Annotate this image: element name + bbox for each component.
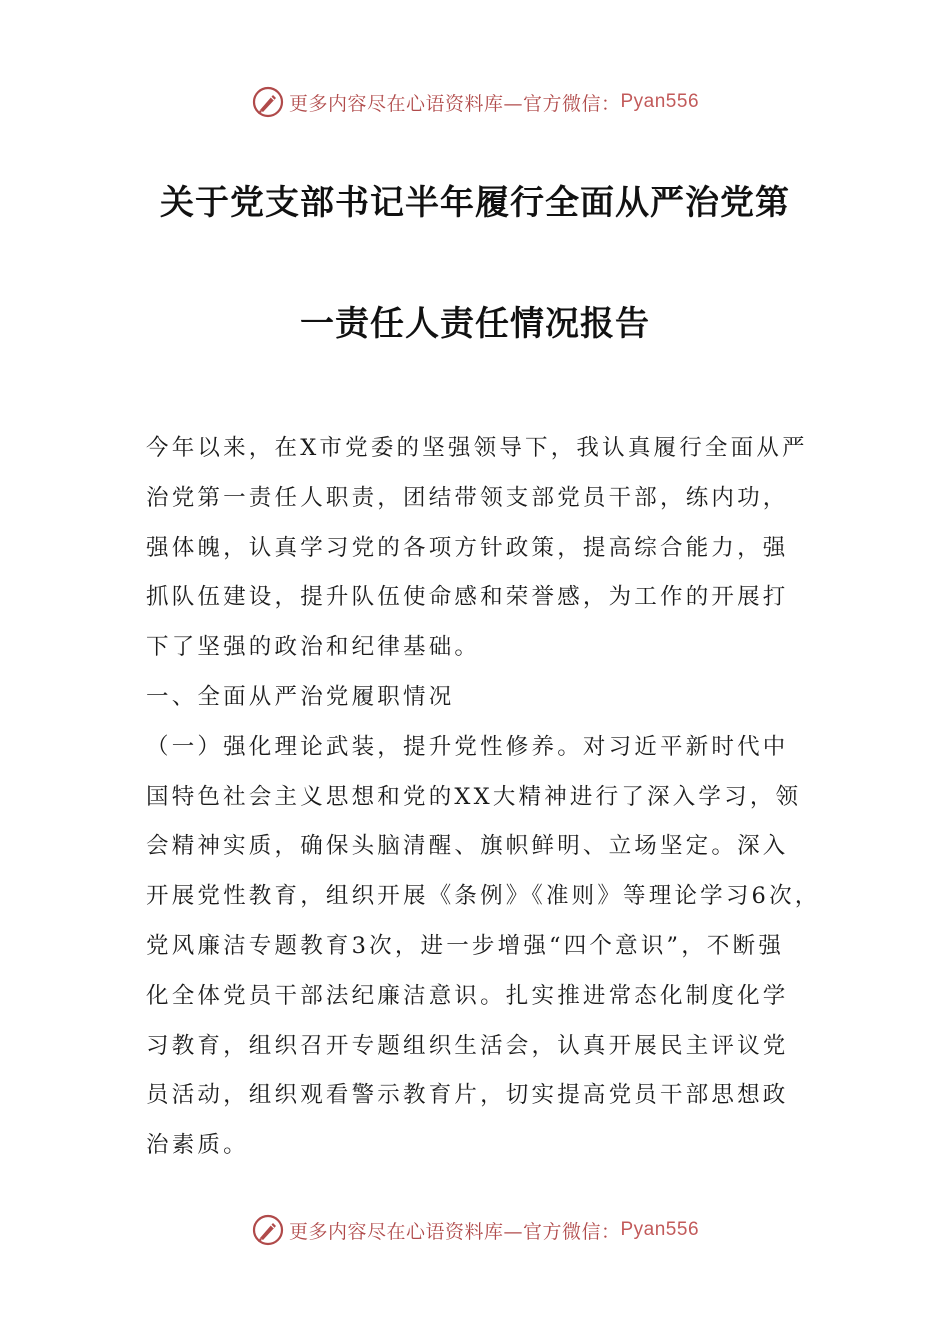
section-heading: 一、全面从严治党履职情况: [146, 683, 455, 710]
pen-logo-icon: [251, 85, 285, 119]
body-line: 抓队伍建设，提升队伍使命感和荣誉感，为工作的开展打: [146, 584, 789, 611]
body-line: （一）强化理论武装，提升党性修养。对习近平新时代中: [146, 733, 789, 760]
body-line: 治素质。: [146, 1132, 249, 1159]
watermark-wechat-id: Pyan556: [620, 91, 700, 112]
body-line: 习教育，组织召开专题组织生活会，认真开展民主评议党: [146, 1032, 789, 1059]
body-line: 会精神实质，确保头脑清醒、旗帜鲜明、立场坚定。深入: [146, 833, 789, 860]
footer-watermark: [0, 1210, 950, 1250]
body-line: 开展党性教育，组织开展《条例》《准则》等理论学习6次，: [146, 883, 821, 910]
document-title-line-2: 一责任人责任情况报告: [300, 304, 650, 344]
document-body: [146, 424, 821, 1171]
body-line: 强体魄，认真学习党的各项方针政策，提高综合能力，强: [146, 534, 789, 561]
body-line: 下了坚强的政治和纪律基础。: [146, 634, 481, 661]
body-line: 员活动，组织观看警示教育片，切实提高党员干部思想政: [146, 1082, 789, 1109]
watermark-wechat-id: Pyan556: [620, 1219, 700, 1240]
document-title-line-1: 关于党支部书记半年履行全面从严治党第: [160, 183, 790, 223]
body-line: 治党第一责任人职责，团结带领支部党员干部，练内功，: [146, 484, 789, 511]
watermark-text: 更多内容尽在心语资料库—官方微信：: [288, 92, 621, 115]
header-watermark: [0, 82, 950, 122]
body-line: 国特色社会主义思想和党的XX大精神进行了深入学习，领: [146, 783, 802, 810]
body-line: 化全体党员干部法纪廉洁意识。扎实推进常态化制度化学: [146, 982, 789, 1009]
watermark-text: 更多内容尽在心语资料库—官方微信：: [288, 1220, 621, 1243]
body-line: 今年以来，在X市党委的坚强领导下，我认真履行全面从严: [146, 435, 808, 461]
body-line: 党风廉洁专题教育3次，进一步增强“四个意识”，不断强: [146, 932, 785, 959]
pen-logo-icon: [251, 1213, 285, 1247]
